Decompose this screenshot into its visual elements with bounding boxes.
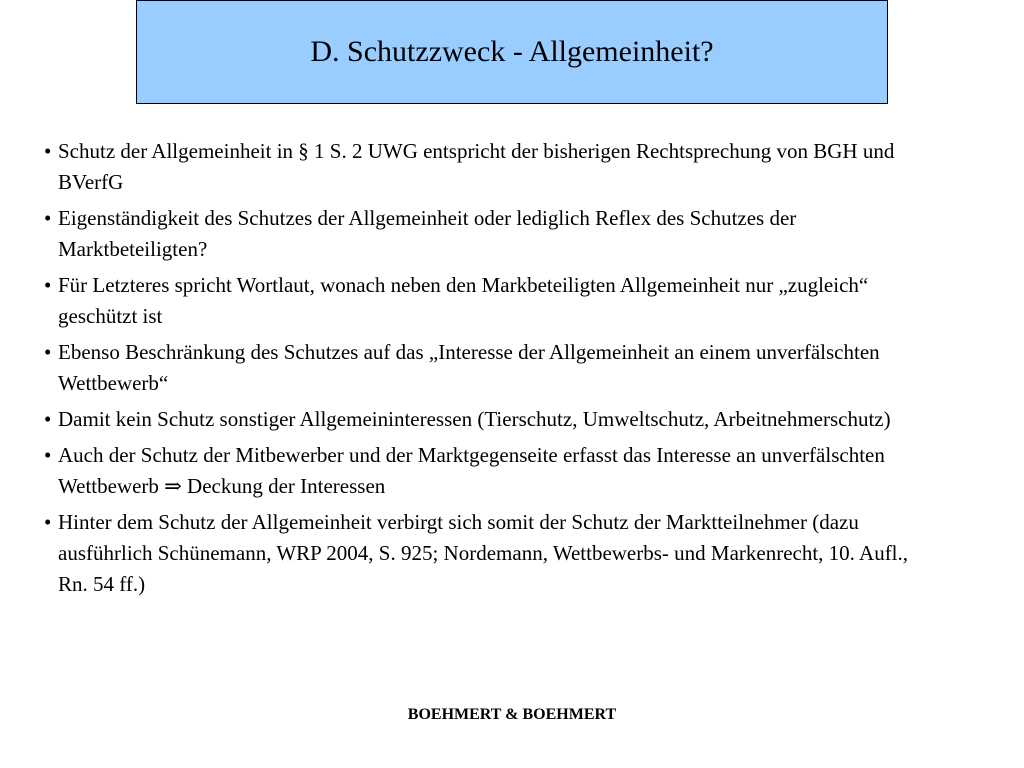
bullet-text: Hinter dem Schutz der Allgemeinheit verbirgt sich somit der Schutz der Marktteilnehmer (dazu ausführlich Schünemann, WRP 2004, S. 925; Nordemann, Wettbewerbs- und Markenrecht, 10. Aufl., Rn. 54 ff.) [58,510,909,596]
bullet-symbol: • [44,340,52,364]
slide-title: D. Schutzzweck - Allgemeinheit? [310,35,714,68]
bullet-item [44,136,944,198]
bullet-symbol: • [44,443,52,467]
bullet-text: Eigenständigkeit des Schutzes der Allgemeinheit oder lediglich Reflex des Schutzes der Marktbeteiligten? [58,206,797,261]
bullet-item [44,404,944,435]
bullet-symbol: • [44,510,52,534]
bullet-item [44,440,944,502]
bullet-item [44,270,944,332]
bullet-symbol: • [44,206,52,230]
bullet-symbol: • [44,407,52,431]
bullet-item [44,507,944,600]
footer-company-name: BOEHMERT & BOEHMERT [407,706,617,723]
bullet-symbol: • [44,273,52,297]
bullet-text: Für Letzteres spricht Wortlaut, wonach neben den Markbeteiligten Allgemeinheit nur „zugleich“ geschützt ist [58,273,869,328]
bullet-list [44,136,944,605]
bullet-text: Ebenso Beschränkung des Schutzes auf das „Interesse der Allgemeinheit an einem unverfälschten Wettbewerb“ [58,340,880,395]
bullet-text: Auch der Schutz der Mitbewerber und der Marktgegenseite erfasst das Interesse an unverfälschten Wettbewerb ⇒ Deckung der Interessen [58,443,885,498]
bullet-text: Schutz der Allgemeinheit in § 1 S. 2 UWG entspricht der bisherigen Rechtsprechung von BGH und BVerfG [58,139,895,194]
bullet-symbol: • [44,139,52,163]
bullet-item [44,203,944,265]
bullet-item [44,337,944,399]
bullet-text: Damit kein Schutz sonstiger Allgemeininteressen (Tierschutz, Umweltschutz, Arbeitnehmerschutz) [58,407,891,431]
title-box [136,0,888,104]
